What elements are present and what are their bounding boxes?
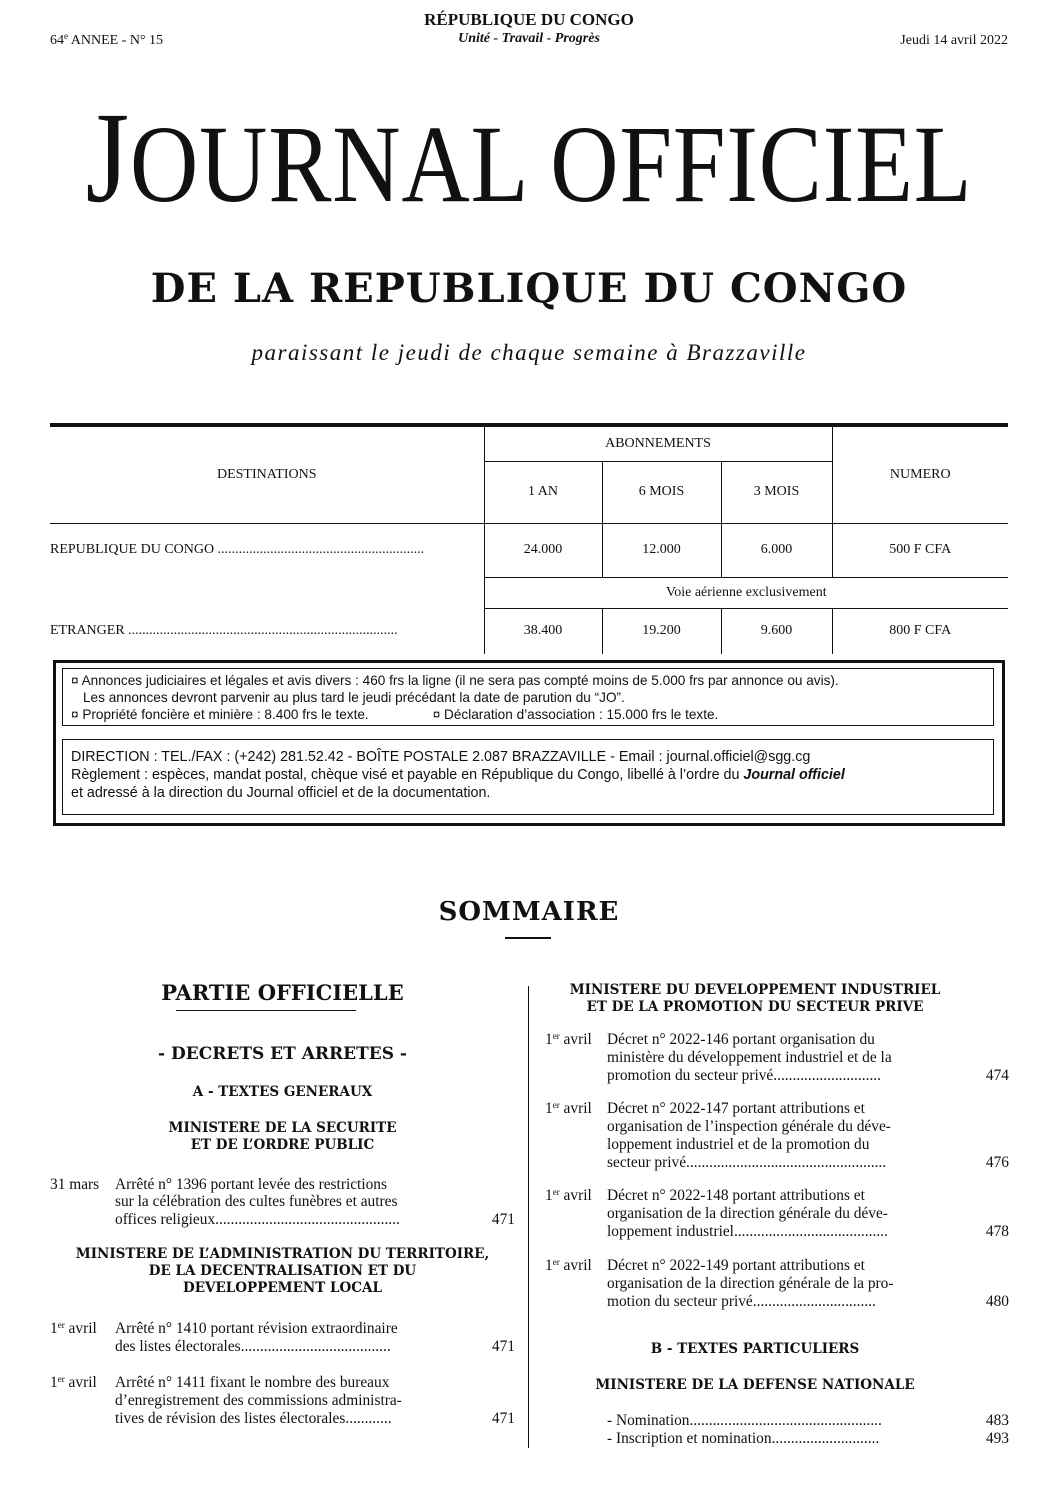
entry-text: organisation de la direction générale du déve-	[607, 1205, 888, 1222]
row-numero-value: 800 F CFA	[832, 608, 1008, 654]
sommaire-entry	[545, 1100, 1010, 1172]
sommaire-underline	[505, 937, 551, 939]
sommaire-entry	[545, 1412, 1010, 1430]
entry-date	[545, 1100, 592, 1118]
issue-year-sup: e	[64, 31, 68, 41]
journal-tagline: paraissant le jeudi de chaque semaine à Brazzaville	[251, 340, 807, 365]
annonces-box	[62, 668, 994, 726]
entry-text: Décret n° 2022-148 portant attributions et	[607, 1187, 865, 1204]
table-row	[50, 523, 1008, 577]
entry-text: organisation de la direction générale de la pro-	[607, 1275, 894, 1292]
entry-text: Arrêté n° 1411 fixant le nombre des bureaux	[115, 1374, 390, 1391]
entry-date-month: avril	[559, 1031, 592, 1048]
entry-page: 483	[985, 1412, 1009, 1429]
entry-date-day: 1	[545, 1031, 553, 1048]
entry-date	[50, 1374, 97, 1392]
entry-date	[50, 1320, 97, 1338]
ministere-line: MINISTERE DE LA SECURITE	[168, 1120, 397, 1136]
header-issue-number	[50, 33, 163, 49]
partie-officielle: PARTIE OFFICIELLE	[161, 980, 404, 1005]
entry-date-month: avril	[559, 1100, 592, 1117]
annonces-deadline: Les annonces devront parvenir au plus tard le jeudi précédant la date de parution du “JO”.	[83, 690, 625, 705]
entry-text: loppement industriel........................................	[607, 1223, 888, 1240]
entry-date	[545, 1031, 592, 1049]
issue-label: ANNEE - N° 15	[70, 33, 164, 48]
title-rest: OURNAL OFFICIEL	[129, 103, 973, 225]
row-destination: ETRANGER .............................................................................	[50, 623, 398, 638]
title-initial: J	[85, 86, 130, 230]
entry-date	[545, 1257, 592, 1275]
entry-date-sup: er	[552, 1187, 560, 1197]
entry-date-sup: er	[57, 1374, 65, 1384]
entry-page: 474	[985, 1067, 1009, 1084]
entry-page: 471	[491, 1338, 515, 1355]
sommaire-entry	[50, 1176, 515, 1230]
row-1an-value: 38.400	[484, 608, 602, 654]
ministere-line: MINISTERE DU DEVELOPPEMENT INDUSTRIEL	[569, 982, 941, 998]
entry-text: - Nomination..................................................	[607, 1412, 882, 1429]
entry-text: des listes électorales.......................................	[115, 1338, 391, 1355]
entry-text: promotion du secteur privé............................	[607, 1067, 881, 1084]
entry-date-sup: er	[57, 1320, 65, 1330]
row-numero-value: 500 F CFA	[832, 523, 1008, 577]
sommaire-title: SOMMAIRE	[438, 897, 620, 927]
entry-page: 478	[985, 1223, 1009, 1240]
ministere-developpement-industriel	[545, 982, 965, 1016]
entry-date-day: 1	[545, 1257, 553, 1274]
journal-title	[74, 86, 984, 230]
row-6mois-value: 12.000	[602, 523, 721, 577]
numero-header: NUMERO	[832, 427, 1008, 523]
partie-underline	[176, 1010, 356, 1011]
entry-text: loppement industriel et de la promotion du	[607, 1136, 870, 1153]
entry-date-sup: er	[552, 1257, 560, 1267]
entry-text: motion du secteur privé................................	[607, 1293, 876, 1310]
sommaire-entry	[545, 1257, 1010, 1311]
entry-text: offices religieux................................................	[115, 1211, 400, 1228]
entry-text: d’enregistrement des commissions administra-	[115, 1392, 402, 1409]
entry-text: - Inscription et nomination............................	[607, 1430, 880, 1447]
entry-date-sup: er	[552, 1031, 560, 1041]
ministere-line: DE LA DECENTRALISATION ET DU	[148, 1263, 417, 1279]
col-6mois: 6 MOIS	[602, 461, 721, 523]
header-date: Jeudi 14 avril 2022	[900, 33, 1008, 48]
row-destination: REPUBLIQUE DU CONGO ...........................................................	[50, 542, 425, 558]
reglement-journal: Journal officiel	[743, 767, 845, 783]
entry-text: Arrêté n° 1410 portant révision extraordinaire	[115, 1320, 398, 1337]
direction-box	[62, 739, 994, 815]
declaration-association: ¤ Déclaration d’association : 15.000 frs le texte.	[432, 707, 719, 722]
col-3mois: 3 MOIS	[721, 461, 832, 523]
ministere-line: DEVELOPPEMENT LOCAL	[183, 1280, 382, 1296]
annonces-line: ¤ Annonces judiciaires et légales et avis divers : 460 frs la ligne (il ne sera pas compté moins de 5.000 frs par annonce ou avis).	[71, 673, 839, 688]
sommaire-entry	[50, 1320, 515, 1356]
ministere-line: ET DE L’ORDRE PUBLIC	[190, 1137, 375, 1153]
entry-date-day: 1	[50, 1374, 58, 1391]
table-row	[50, 608, 1008, 654]
direction-line: DIRECTION : TEL./FAX : (+242) 281.52.42 - BOÎTE POSTALE 2.087 BRAZZAVILLE - Email : journal.officiel@sgg.cg	[71, 749, 811, 765]
entry-text: ministère du développement industriel et de la	[607, 1049, 892, 1066]
entry-text: Décret n° 2022-147 portant attributions et	[607, 1100, 865, 1117]
abonnements-header: ABONNEMENTS	[484, 427, 832, 461]
entry-page: 471	[491, 1211, 515, 1228]
propriete-fonciere: ¤ Propriété foncière et minière : 8.400 frs le texte.	[71, 707, 369, 722]
entry-page: 471	[491, 1410, 515, 1427]
destinations-header: DESTINATIONS	[50, 427, 484, 523]
textes-particuliers: B - TEXTES PARTICULIERS	[650, 1341, 860, 1357]
ministere-line: ET DE LA PROMOTION DU SECTEUR PRIVE	[586, 999, 924, 1015]
ministere-administration	[50, 1246, 515, 1297]
sommaire-entry	[545, 1430, 1010, 1448]
row-1an-value: 24.000	[484, 523, 602, 577]
column-separator	[528, 986, 529, 1448]
entry-text: sur la célébration des cultes funèbres et autres	[115, 1193, 398, 1210]
entry-date-day: 1	[50, 1320, 58, 1337]
row-6mois-value: 19.200	[602, 608, 721, 654]
reglement-text: Règlement : espèces, mandat postal, chèque visé et payable en République du Congo, libellé à l’ordre du	[71, 767, 744, 783]
adresse-line: et adressé à la direction du Journal officiel et de la documentation.	[71, 785, 491, 801]
voie-aerienne: Voie aérienne exclusivement	[484, 577, 1008, 608]
entry-page: 476	[985, 1154, 1009, 1171]
entry-text: organisation de l’inspection générale du déve-	[607, 1118, 891, 1135]
ministere-defense: MINISTERE DE LA DEFENSE NATIONALE	[595, 1377, 915, 1393]
entry-text: secteur privé....................................................	[607, 1154, 887, 1171]
entry-date-month: avril	[64, 1320, 97, 1337]
journal-subtitle: DE LA REPUBLIQUE DU CONGO	[150, 265, 908, 312]
tarifs-line	[71, 706, 985, 723]
entry-date: 31 mars	[50, 1176, 100, 1193]
issue-year-number: 64	[50, 33, 64, 48]
entry-date-month: avril	[559, 1187, 592, 1204]
entry-text: Arrêté n° 1396 portant levée des restrictions	[115, 1176, 387, 1193]
entry-date	[545, 1187, 592, 1205]
entry-text: Décret n° 2022-146 portant organisation du	[607, 1031, 875, 1048]
entry-date-month: avril	[559, 1257, 592, 1274]
header-devise: Unité - Travail - Progrès	[458, 31, 600, 46]
entry-page: 493	[985, 1430, 1009, 1447]
notice-frame	[53, 660, 1005, 826]
entry-date-day: 1	[545, 1187, 553, 1204]
subscription-table	[50, 427, 1008, 654]
entry-date-month: avril	[64, 1374, 97, 1391]
sommaire-entry	[50, 1374, 515, 1428]
entry-date-day: 1	[545, 1100, 553, 1117]
entry-page: 480	[985, 1293, 1009, 1310]
sommaire-entry	[545, 1187, 1010, 1241]
row-3mois-value: 6.000	[721, 523, 832, 577]
entry-text: tives de révision des listes électorales............	[115, 1410, 392, 1427]
entry-text: Décret n° 2022-149 portant attributions et	[607, 1257, 865, 1274]
ministere-securite	[50, 1120, 515, 1154]
ministere-line: MINISTERE DE L’ADMINISTRATION DU TERRITOIRE,	[75, 1246, 490, 1262]
col-1an: 1 AN	[484, 461, 602, 523]
row-3mois-value: 9.600	[721, 608, 832, 654]
decrets-arretes: - DECRETS ET ARRETES -	[158, 1044, 407, 1064]
textes-generaux: A - TEXTES GENERAUX	[192, 1084, 373, 1100]
sommaire-entry	[545, 1031, 1010, 1085]
header-republique: RÉPUBLIQUE DU CONGO	[424, 10, 634, 29]
entry-date-sup: er	[552, 1100, 560, 1110]
reglement-line	[71, 766, 985, 784]
